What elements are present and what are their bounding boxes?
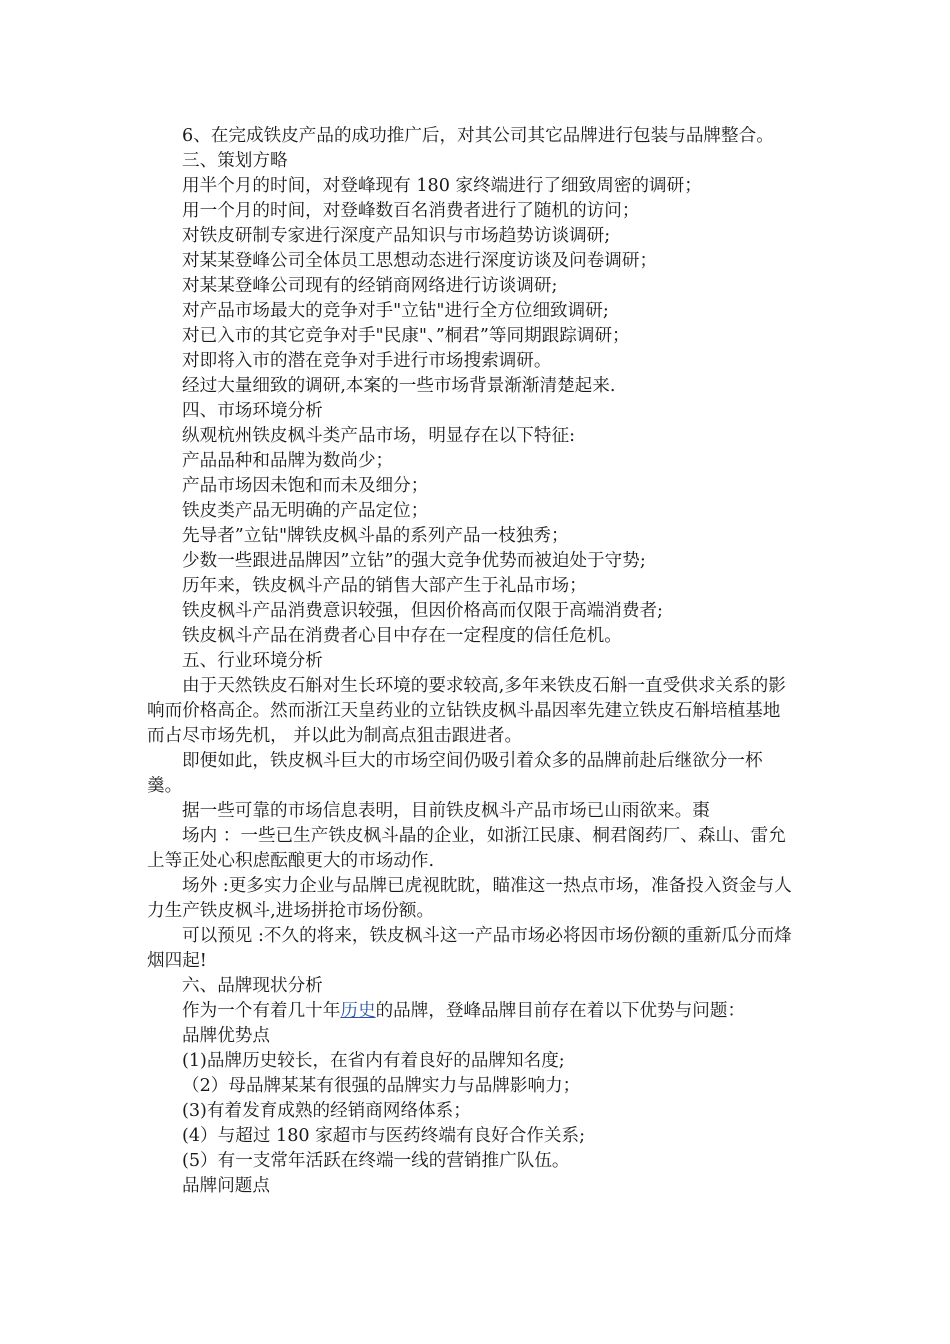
paragraph: （2）母品牌某某有很强的品牌实力与品牌影响力； — [182, 1076, 581, 1096]
paragraph: (1)品牌历史较长，在省内有着良好的品牌知名度; — [182, 1051, 565, 1071]
paragraph: (4）与超过 180 家超市与医药终端有良好合作关系; — [182, 1126, 586, 1146]
paragraph: 四、市场环境分析 — [182, 401, 323, 421]
paragraph: 即便如此，铁皮枫斗巨大的市场空间仍吸引着众多的品牌前赴后继欲分一杯羹。 — [147, 751, 763, 796]
paragraph: 六、品牌现状分析 — [182, 976, 323, 996]
paragraph: 据一些可靠的市场信息表明，目前铁皮枫斗产品市场已山雨欲来。棗 — [182, 801, 710, 821]
paragraph: 三、策划方略 — [182, 151, 288, 171]
paragraph: 纵观杭州铁皮枫斗类产品市场，明显存在以下特征: — [182, 426, 575, 446]
paragraph: 经过大量细致的调研,本案的一些市场背景渐渐清楚起来. — [182, 376, 616, 396]
paragraph: 品牌问题点 — [182, 1176, 270, 1196]
paragraph: (3)有着发育成熟的经销商网络体系； — [182, 1101, 471, 1121]
paragraph: 对某某登峰公司全体员工思想动态进行深度访谈及问卷调研； — [182, 251, 658, 271]
paragraph: 对某某登峰公司现有的经销商网络进行访谈调研; — [182, 276, 558, 296]
paragraph: 历年来，铁皮枫斗产品的销售大部产生于礼品市场； — [182, 576, 587, 596]
paragraph: (5）有一支常年活跃在终端一线的营销推广队伍。 — [182, 1151, 570, 1171]
paragraph: 先导者”立钻"牌铁皮枫斗晶的系列产品一枝独秀； — [182, 526, 569, 546]
paragraph-with-link — [147, 999, 797, 1024]
paragraph: 产品品种和品牌为数尚少； — [182, 451, 394, 471]
paragraph: 对产品市场最大的竞争对手"立钻"进行全方位细致调研; — [182, 301, 609, 321]
document-body — [147, 124, 797, 1199]
paragraph: 五、行业环境分析 — [182, 651, 323, 671]
paragraph: 用一个月的时间，对登峰数百名消费者进行了随机的访问； — [182, 201, 640, 221]
paragraph: 少数一些跟进品牌因”立钻”的强大竞争优势而被迫处于守势; — [182, 551, 646, 571]
paragraph: 场内 ：一些已生产铁皮枫斗晶的企业，如浙江民康、桐君阁药厂、森山、雷允上等正处心积虑酝酿更大的市场动作. — [147, 826, 786, 871]
paragraph: 6、在完成铁皮产品的成功推广后，对其公司其它品牌进行包装与品牌整合。 — [182, 126, 774, 146]
paragraph: 用半个月的时间，对登峰现有 180 家终端进行了细致周密的调研； — [182, 176, 702, 196]
paragraph: 对铁皮研制专家进行深度产品知识与市场趋势访谈调研; — [182, 226, 611, 246]
paragraph: 由于天然铁皮石斛对生长环境的要求较高,多年来铁皮石斛一直受供求关系的影响而价格高企。然而浙江天皇药业的立钻铁皮枫斗晶因率先建立铁皮石斛培植基地而占尽市场先机， 并以此为制高点狙击跟进者。 — [147, 676, 786, 746]
history-link[interactable]: 历史 — [340, 1001, 376, 1021]
paragraph: 对即将入市的潜在竞争对手进行市场搜索调研。 — [182, 351, 552, 371]
paragraph: 场外 :更多实力企业与品牌已虎视眈眈，瞄准这一热点市场，准备投入资金与人力生产铁皮枫斗,进场拼抢市场份额。 — [147, 876, 792, 921]
paragraph: 对已入市的其它竞争对手"民康"、”桐君”等同期跟踪调研； — [182, 326, 630, 346]
paragraph: 品牌优势点 — [182, 1026, 270, 1046]
paragraph: 产品市场因未饱和而未及细分； — [182, 476, 429, 496]
paragraph: 铁皮类产品无明确的产品定位； — [182, 501, 429, 521]
paragraph: 铁皮枫斗产品在消费者心目中存在一定程度的信任危机。 — [182, 626, 622, 646]
paragraph-text: 作为一个有着几十年 — [182, 1001, 341, 1021]
paragraph-text: 的品牌，登峰品牌目前存在着以下优势与问题： — [375, 1001, 746, 1021]
paragraph: 铁皮枫斗产品消费意识较强，但因价格高而仅限于高端消费者; — [182, 601, 663, 621]
paragraph: 可以预见 :不久的将来，铁皮枫斗这一产品市场必将因市场份额的重新瓜分而烽烟四起! — [147, 926, 792, 971]
